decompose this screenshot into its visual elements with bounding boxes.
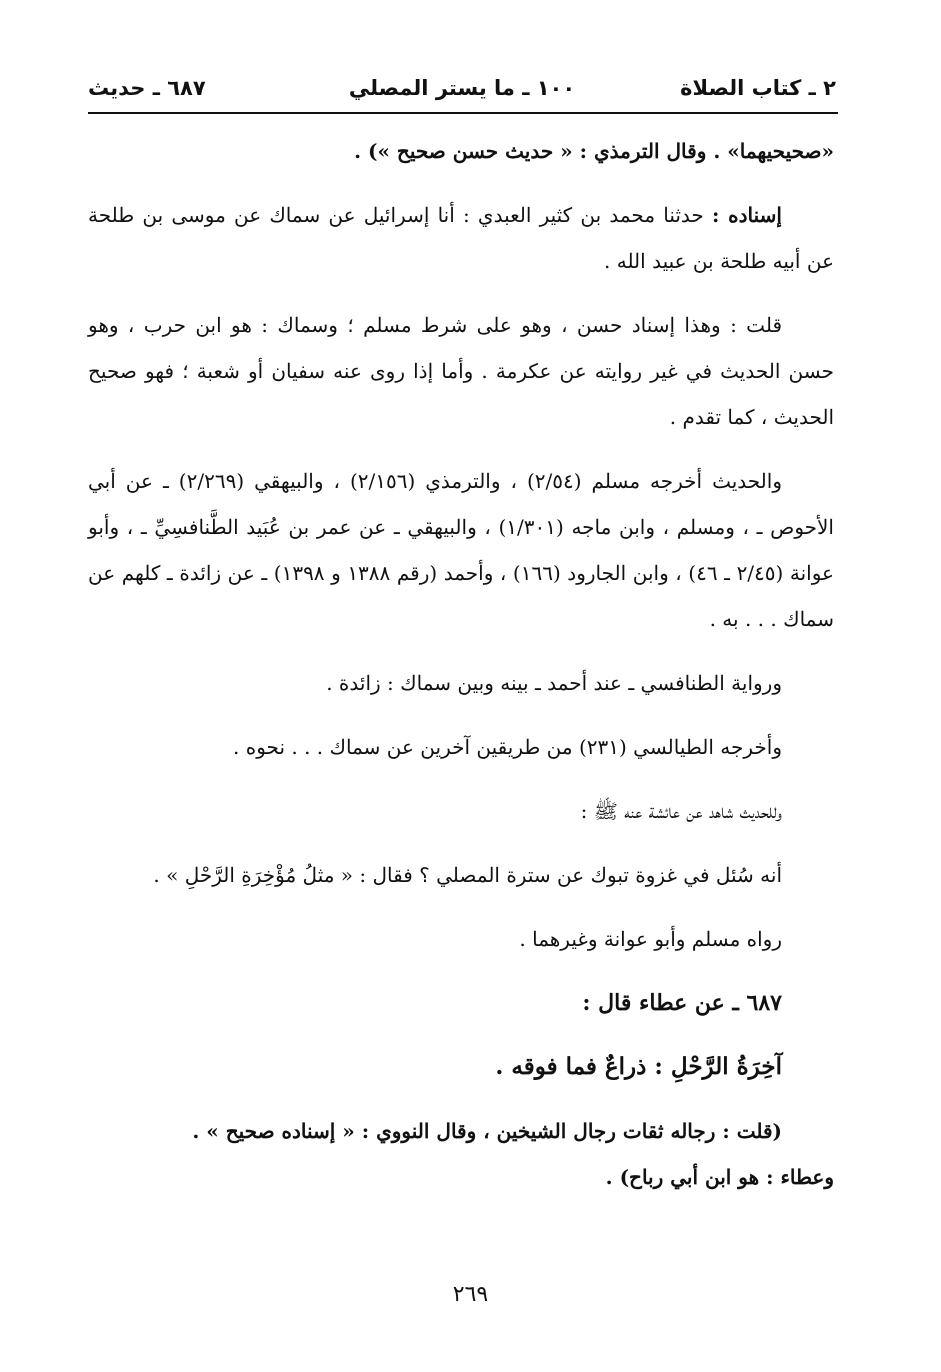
isnad-text: حدثنا محمد بن كثير العبدي : أنا إسرائيل عن سماك عن موسى بن طلحة عن أبيه طلحة بن عبيد الله .: [88, 203, 834, 273]
header-divider: [88, 112, 838, 114]
paragraph-tirmidhi-grade: «صحيحيهما» . وقال الترمذي : « حديث حسن صحيح ») .: [354, 139, 834, 163]
isnad-label: إسناده :: [711, 203, 782, 227]
paragraph-narrated-by: رواه مسلم وأبو عوانة وغيرهما .: [519, 927, 782, 951]
hadith-text: آخِرَةُ الرَّحْلِ : ذراعٌ فما فوقه .: [495, 1053, 782, 1080]
paragraph-isnad: [88, 192, 834, 284]
main-text: [88, 128, 834, 1200]
header-hadith-number: ٦٨٧ ـ حديث: [88, 76, 206, 100]
paragraph-takhrij: والحديث أخرجه مسلم (٢/٥٤) ، والترمذي (٢/١٥٦) ، والبيهقي (٢/٢٦٩) ـ عن أبي الأحوص ـ ، ومسلم ، وابن ماجه (١/٣٠١) ، والبيهقي ـ عن عمر بن عُبَيد الطَّنافسِيِّ ـ ، وأبو عوانة (٢/٤٥ ـ ٤٦) ، وابن الجارود (١٦٦) ، وأحمد (رقم ١٣٨٨ و ١٣٩٨) ـ عن زائدة ـ كلهم عن سماك . . . به .: [88, 469, 834, 631]
paragraph-witness-text: أنه سُئل في غزوة تبوك عن سترة المصلي ؟ فقال : « مثلُ مُؤْخِرَةِ الرَّحْلِ » .: [153, 863, 782, 887]
paragraph-witness: وللحديث شاهد عن عائشة عنه ﷺ :: [580, 799, 782, 823]
header-book-title: ٢ ـ كتاب الصلاة: [680, 76, 836, 100]
hadith-heading: ٦٨٧ ـ عن عطاء قال :: [582, 990, 782, 1016]
paragraph-grading: قلت : وهذا إسناد حسن ، وهو على شرط مسلم ؛ وسماك : هو ابن حرب ، وهو حسن الحديث في غير روايته عن عكرمة . وأما إذا روى عنه سفيان أو شعبة ؛ فهو صحيح الحديث ، كما تقدم .: [88, 313, 834, 429]
running-header: [88, 70, 836, 110]
header-chapter-title: ١٠٠ ـ ما يستر المصلي: [348, 76, 576, 100]
paragraph-tanafisi: ورواية الطنافسي ـ عند أحمد ـ بينه وبين سماك : زائدة .: [326, 671, 782, 695]
page-number: ٢٦٩: [452, 1282, 489, 1307]
note-ata: وعطاء : هو ابن أبي رباح) .: [605, 1165, 834, 1189]
paragraph-tayalisi: وأخرجه الطيالسي (٢٣١) من طريقين آخرين عن سماك . . . نحوه .: [233, 735, 782, 759]
note-narrators: (قلت : رجاله ثقات رجال الشيخين ، وقال النووي : « إسناده صحيح » .: [192, 1119, 782, 1143]
